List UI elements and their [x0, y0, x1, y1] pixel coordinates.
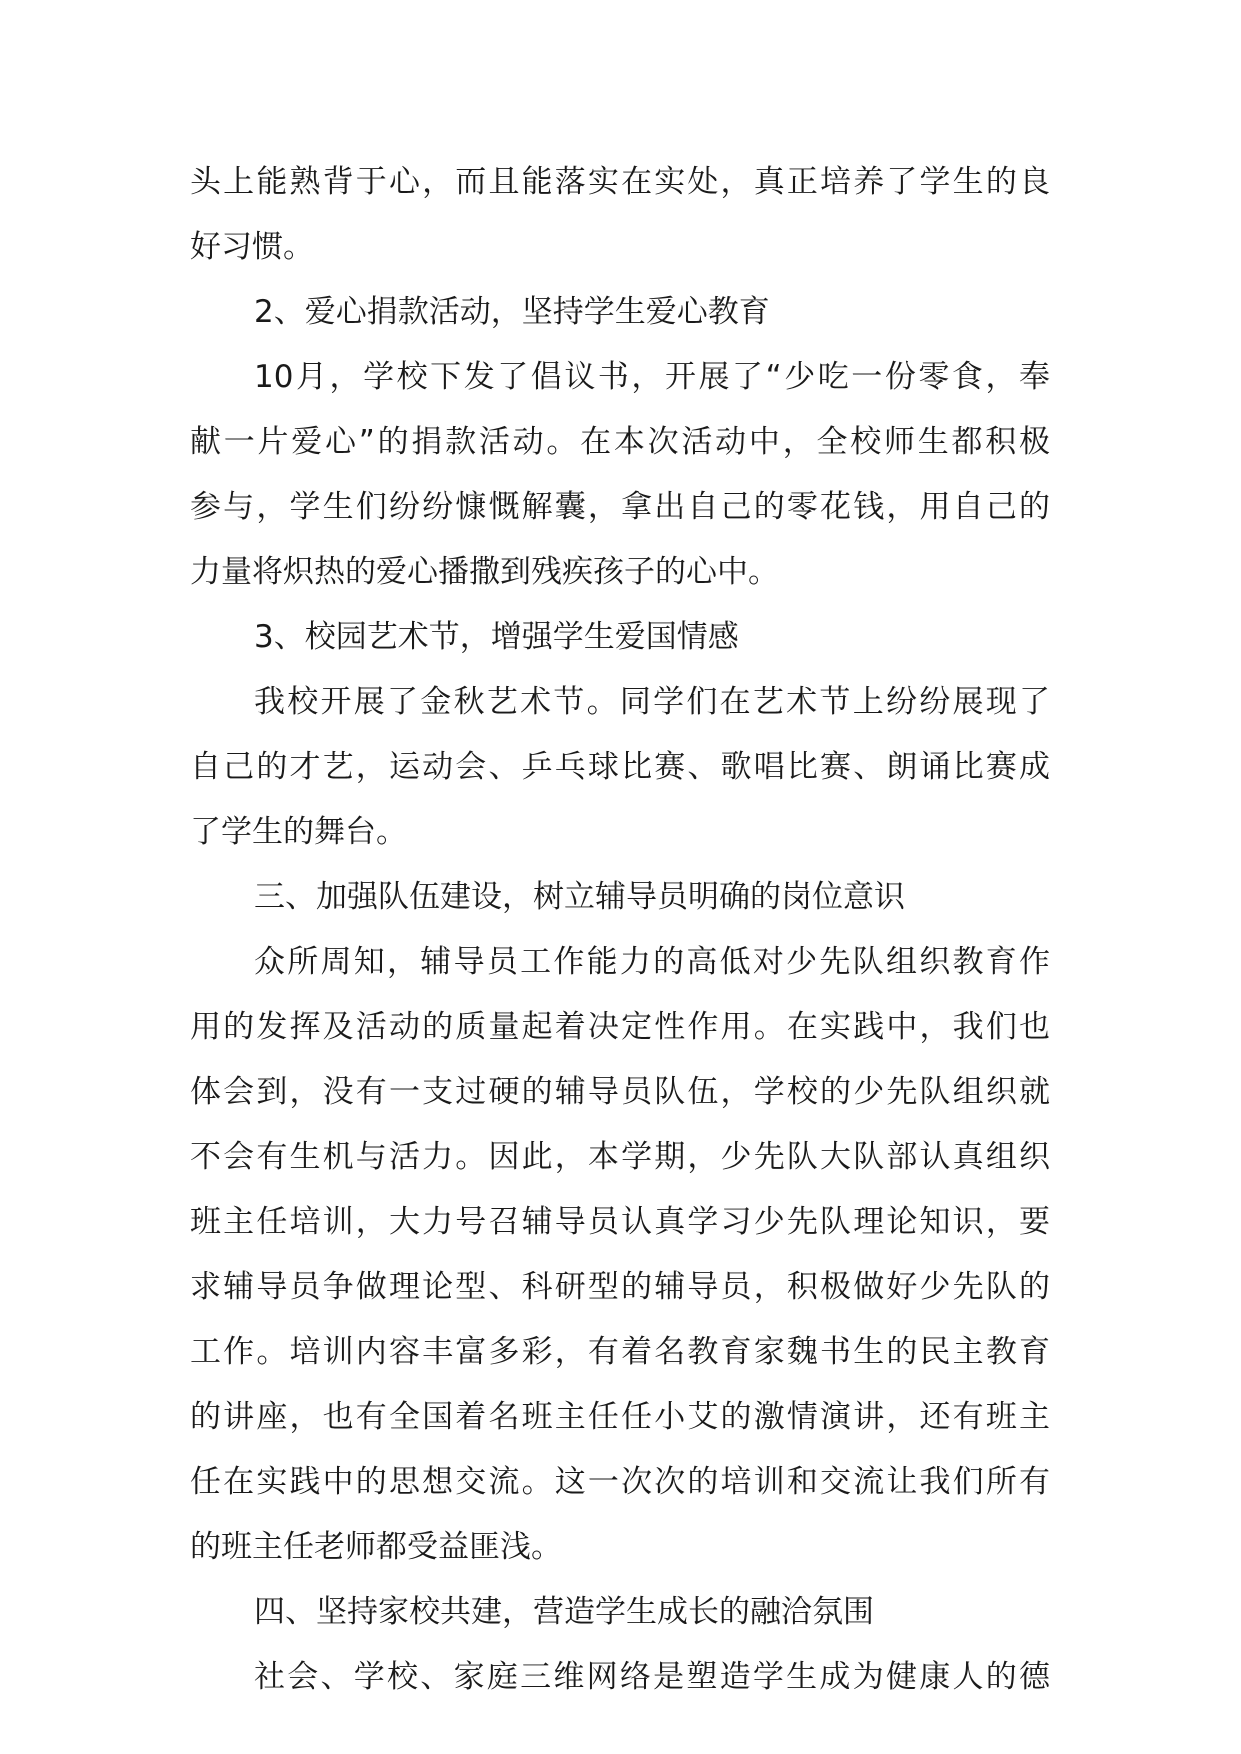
- text-line-heading: 三、加强队伍建设，树立辅导员明确的岗位意识: [254, 879, 905, 915]
- text-line: 任在实践中的思想交流。这一次次的培训和交流让我们所有: [190, 1464, 1050, 1500]
- text-line-heading: 2、爱心捐款活动，坚持学生爱心教育: [254, 294, 770, 330]
- text-line: 工作。培训内容丰富多彩，有着名教育家魏书生的民主教育: [190, 1334, 1050, 1370]
- text-line: 的讲座，也有全国着名班主任任小艾的激情演讲，还有班主: [190, 1399, 1050, 1435]
- text-line: 10月，学校下发了倡议书，开展了“少吃一份零食，奉: [254, 359, 1050, 395]
- text-line: 求辅导员争做理论型、科研型的辅导员，积极做好少先队的: [190, 1269, 1050, 1305]
- text-line: 头上能熟背于心，而且能落实在实处，真正培养了学生的良: [190, 164, 1050, 200]
- text-line: 力量将炽热的爱心播撒到残疾孩子的心中。: [190, 554, 779, 590]
- text-line: 了学生的舞台。: [190, 814, 407, 850]
- document-body: [190, 150, 1050, 1710]
- text-line: 众所周知，辅导员工作能力的高低对少先队组织教育作: [254, 944, 1050, 980]
- text-line: 不会有生机与活力。因此，本学期，少先队大队部认真组织: [190, 1139, 1050, 1175]
- text-line: 献一片爱心”的捐款活动。在本次活动中，全校师生都积极: [190, 424, 1050, 460]
- text-line: 社会、学校、家庭三维网络是塑造学生成为健康人的德: [254, 1659, 1050, 1695]
- text-line-heading: 四、坚持家校共建，营造学生成长的融洽氛围: [254, 1594, 874, 1630]
- text-line: 班主任培训，大力号召辅导员认真学习少先队理论知识，要: [190, 1204, 1050, 1240]
- text-line-heading: 3、校园艺术节，增强学生爱国情感: [254, 619, 739, 655]
- text-line: 我校开展了金秋艺术节。同学们在艺术节上纷纷展现了: [254, 684, 1050, 720]
- text-line: 好习惯。: [190, 229, 314, 265]
- text-line: 体会到，没有一支过硬的辅导员队伍，学校的少先队组织就: [190, 1074, 1050, 1110]
- text-line: 自己的才艺，运动会、乒乓球比赛、歌唱比赛、朗诵比赛成: [190, 749, 1050, 785]
- text-line: 用的发挥及活动的质量起着决定性作用。在实践中，我们也: [190, 1009, 1050, 1045]
- text-line: 的班主任老师都受益匪浅。: [190, 1529, 562, 1565]
- text-line: 参与，学生们纷纷慷慨解囊，拿出自己的零花钱，用自己的: [190, 489, 1050, 525]
